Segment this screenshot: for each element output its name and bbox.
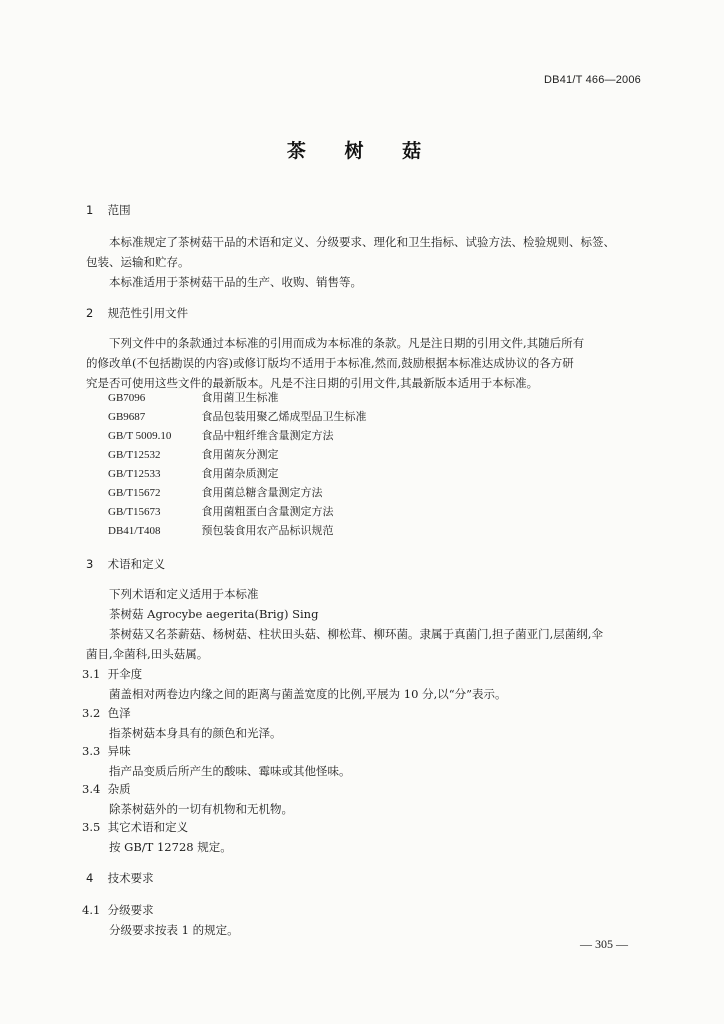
reference-name: 食用菌杂质测定: [201, 467, 279, 480]
paragraph: 本标准规定了茶树菇干品的术语和定义、分级要求、理化和卫生指标、试验方法、检验规则、标签、: [109, 235, 615, 249]
reference-row: [108, 389, 628, 407]
paragraph-continuation: 菌目,伞菌科,田头菇属。: [86, 647, 209, 661]
paragraph: 茶树菇又名茶薪菇、杨树菇、柱状田头菇、柳松茸、柳环菌。隶属于真菌门,担子菌亚门,层菌纲,伞: [109, 627, 603, 641]
reference-row: [108, 408, 628, 426]
subsection-text: 菌盖相对两卷边内缘之间的距离与菌盖宽度的比例,平展为 10 分,以“分”表示。: [109, 687, 507, 701]
subsection-3-2: [82, 703, 638, 743]
section-3-intro: [86, 584, 642, 664]
reference-row: [108, 446, 628, 464]
section-title: 范围: [107, 203, 131, 217]
section-number: 1: [86, 203, 94, 217]
section-1-body: [86, 232, 642, 292]
reference-row: [108, 427, 628, 445]
subsection-number: 4.1: [82, 903, 101, 917]
reference-code: GB/T12532: [108, 449, 161, 461]
reference-name: 预包装食用农产品标识规范: [201, 524, 334, 537]
subsection-text: 指产品变质后所产生的酸味、霉味或其他怪味。: [109, 764, 351, 778]
reference-row: [108, 465, 628, 483]
reference-row: [108, 503, 628, 521]
reference-code: GB/T15673: [108, 506, 161, 518]
subsection-title: 色泽: [107, 706, 131, 720]
subsection-title: 杂质: [107, 782, 131, 796]
reference-row: [108, 484, 628, 502]
subsection-4-1: [82, 900, 638, 940]
reference-code: GB9687: [108, 411, 146, 423]
subsection-title: 分级要求: [107, 903, 154, 917]
subsection-3-5: [82, 817, 638, 857]
reference-name: 食品包装用聚乙烯成型品卫生标准: [201, 410, 367, 423]
reference-code: DB41/T408: [108, 525, 161, 537]
paragraph-continuation: 的修改单(不包括勘误的内容)或修订版均不适用于本标准,然而,鼓励根据本标准达成协议的各方研: [86, 356, 574, 370]
subsection-3-4: [82, 779, 638, 819]
reference-name: 食品中粗纤维含量测定方法: [201, 429, 334, 442]
subsection-text: 指茶树菇本身具有的颜色和光泽。: [109, 726, 282, 740]
section-title: 规范性引用文件: [107, 306, 189, 320]
reference-code: GB/T12533: [108, 468, 161, 480]
subsection-number: 3.2: [82, 706, 101, 720]
reference-row: [108, 522, 628, 540]
reference-name: 食用菌卫生标准: [201, 391, 279, 404]
section-2-heading: [86, 303, 642, 323]
reference-code: GB/T15672: [108, 487, 161, 499]
section-number: 4: [86, 871, 94, 885]
subsection-title: 异味: [107, 744, 131, 758]
subsection-number: 3.1: [82, 667, 101, 681]
page-number: — 305 —: [580, 937, 628, 951]
section-1-heading: [86, 200, 642, 220]
reference-code: GB/T 5009.10: [108, 430, 172, 442]
subsection-text: 按 GB/T 12728 规定。: [109, 840, 232, 854]
paragraph-continuation: 包装、运输和贮存。: [86, 255, 190, 269]
paragraph: 下列术语和定义适用于本标准: [109, 587, 259, 601]
subsection-number: 3.3: [82, 744, 101, 758]
section-number: 3: [86, 557, 94, 571]
section-4-heading: [86, 868, 642, 888]
subsection-number: 3.5: [82, 820, 101, 834]
term-entry: 茶树菇 Agrocybe aegerita(Brig) Sing: [109, 607, 319, 621]
subsection-text: 除茶树菇外的一切有机物和无机物。: [109, 802, 293, 816]
paragraph: 本标准适用于茶树菇干品的生产、收购、销售等。: [109, 275, 362, 289]
reference-code: GB7096: [108, 392, 146, 404]
section-2-body: [86, 333, 642, 393]
paragraph-continuation: 究是否可使用这些文件的最新版本。凡是不注日期的引用文件,其最新版本适用于本标准。: [86, 376, 539, 390]
reference-name: 食用菌粗蛋白含量测定方法: [201, 505, 334, 518]
section-title: 术语和定义: [107, 557, 166, 571]
subsection-3-1: [82, 664, 638, 704]
reference-name: 食用菌灰分测定: [201, 448, 279, 461]
document-title: 茶 树 菇: [286, 140, 438, 162]
subsection-title: 开伞度: [107, 667, 143, 681]
subsection-title: 其它术语和定义: [107, 820, 189, 834]
paragraph: 下列文件中的条款通过本标准的引用而成为本标准的条款。凡是注日期的引用文件,其随后所有: [109, 336, 585, 350]
section-title: 技术要求: [107, 871, 154, 885]
subsection-number: 3.4: [82, 782, 101, 796]
reference-name: 食用菌总糖含量测定方法: [201, 486, 323, 499]
subsection-text: 分级要求按表 1 的规定。: [109, 923, 239, 937]
section-3-heading: [86, 554, 642, 574]
standard-code: DB41/T 466—2006: [544, 74, 641, 86]
subsection-3-3: [82, 741, 638, 781]
section-number: 2: [86, 306, 94, 320]
